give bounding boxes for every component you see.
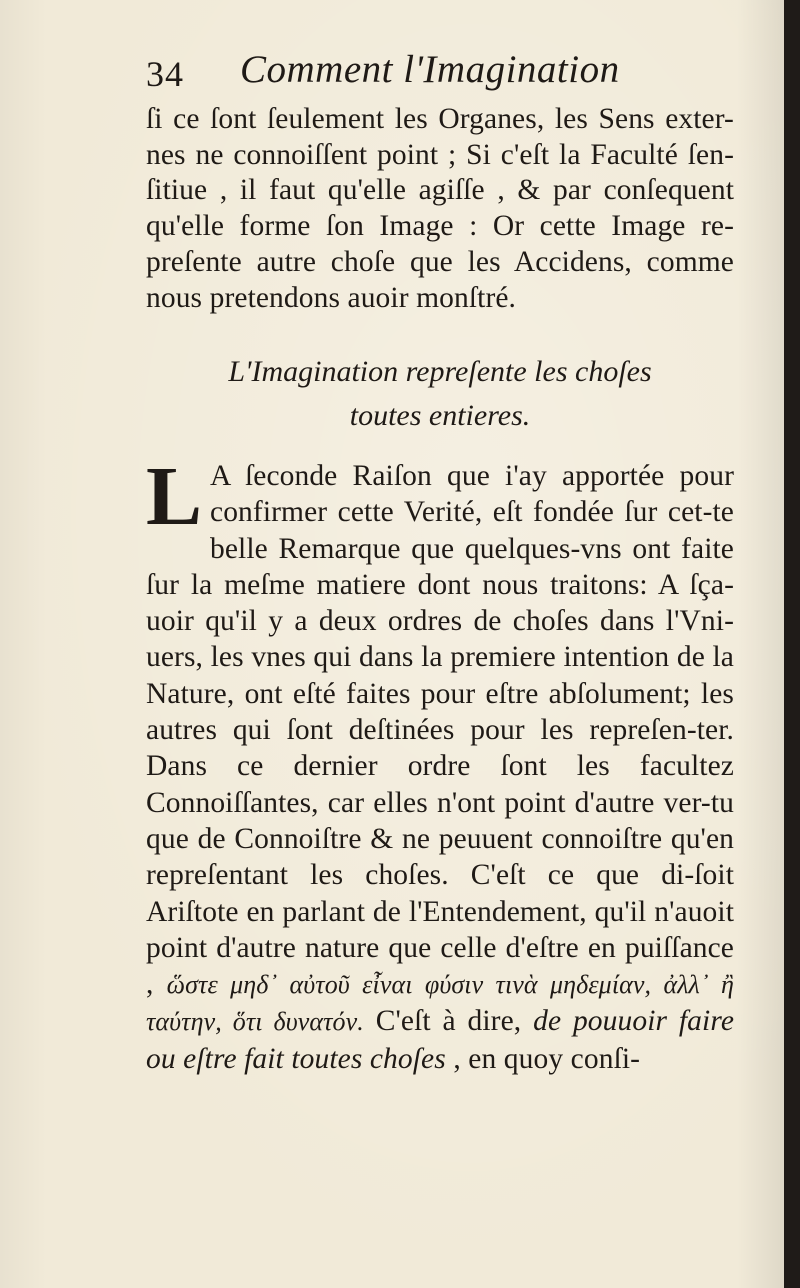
paragraph-2-block bbox=[146, 450, 735, 1077]
paragraph-2-ending: , en quoy conſi- bbox=[453, 1042, 641, 1075]
paragraph-2-continuation: C'eſt à dire, bbox=[375, 1005, 522, 1038]
page-number: 34 bbox=[146, 54, 184, 94]
paragraph-2-text: A ſeconde Raiſon que i'ay apportée pour confirmer cette Verité, eſt fondée ſur cet-te belle Remarque que quelques-vns ont faite ſur la meſme matiere dont nous traitons: A ſça-uoir qu'il y a deux ordres de choſes dans l'Vni-uers, les vnes qui dans la premiere intention de la Nature, ont eſté faites pour eſtre abſolument; les autres qui ſont deſtinées pour les repreſen-ter. Dans ce dernier ordre ſont les facultez Connoiſſantes, car elles n'ont point d'autre ver-tu que de Connoiſtre & ne peuuent connoiſtre qu'en repreſentant les choſes. C'eſt ce que di-ſoit Ariſtote en parlant de l'Entendement, qu'il n'auoit point d'autre nature que celle d'eſtre en puiſſance , bbox=[146, 460, 734, 1001]
paragraph-1: ſi ce ſont ſeulement les Organes, les Sens exter-nes ne connoiſſent point ; Si c'eſt la Faculté ſen-ſitiue , il faut qu'elle agiſſe , & par conſequent qu'elle forme ſon Image : Or cette Image re-preſente autre choſe que les Accidens, comme nous pretendons auoir monſtré. bbox=[146, 103, 734, 314]
running-title: Comment l'Imagination bbox=[240, 48, 620, 91]
drop-cap: L bbox=[146, 450, 203, 543]
italic-phrase: de pouuoir faire ou eſtre fait toutes choſes bbox=[146, 1005, 735, 1075]
section-heading-line-1: L'Imagination repreſente les choſes bbox=[228, 355, 652, 388]
section-heading bbox=[146, 350, 734, 438]
page-header bbox=[146, 44, 732, 102]
greek-quotation: ὥστε μηδ᾽ αὐτοῦ εἶναι φύσιν τινὰ μηδεμίαν, ἀλλ᾽ ἢ ταύτην, ὅτι δυνατόν. bbox=[146, 970, 734, 1037]
section-heading-line-2: toutes entieres. bbox=[349, 399, 531, 432]
page-edge-shadow bbox=[784, 0, 800, 1288]
paragraph-2 bbox=[146, 450, 735, 1077]
